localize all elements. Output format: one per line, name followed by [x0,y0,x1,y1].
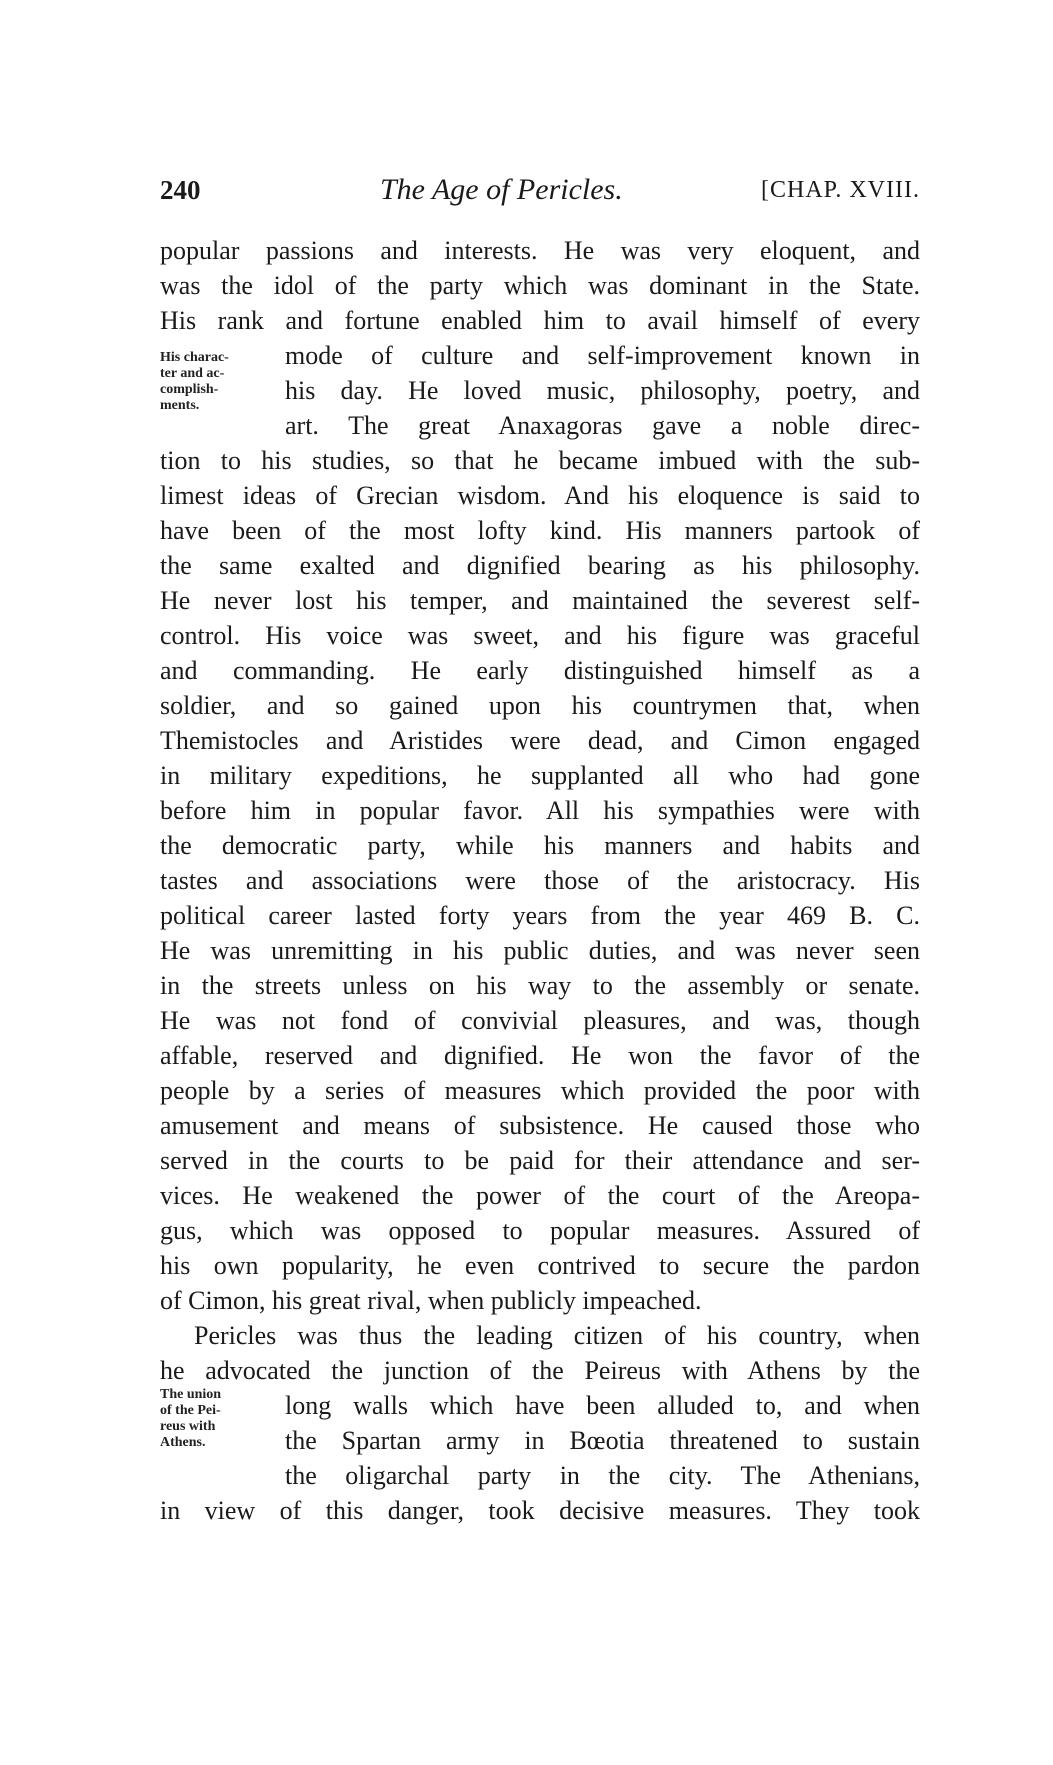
text-line: have been of the most lofty kind. His manners partook of [160,516,920,545]
page-header [160,175,920,215]
text-line: Themistocles and Aristides were dead, and Cimon engaged [160,726,920,755]
text-line: He never lost his temper, and maintained the severest self- [160,586,920,615]
text-line: served in the courts to be paid for their attendance and ser- [160,1146,920,1175]
text-line: He was unremitting in his public duties, and was never seen [160,936,920,965]
body-text [160,233,920,1528]
text-line: His rank and fortune enabled him to avail himself of every [160,306,920,335]
text-line: in view of this danger, took decisive measures. They took [160,1496,920,1525]
text-line: before him in popular favor. All his sympathies were with [160,796,920,825]
text-line: art. The great Anaxagoras gave a noble direc- [285,411,920,440]
margin-note-line: of the Pei- [160,1403,221,1418]
text-line: vices. He weakened the power of the court of the Areopa- [160,1181,920,1210]
text-line: amusement and means of subsistence. He caused those who [160,1111,920,1140]
running-title: The Age of Pericles. [380,173,623,206]
margin-note-line: ter and ac- [160,366,225,381]
text-line: Pericles was thus the leading citizen of his country, when [194,1321,920,1350]
text-line: He was not fond of convivial pleasures, and was, though [160,1006,920,1035]
margin-note-line: ments. [160,398,200,413]
margin-note-line: reus with [160,1419,216,1434]
text-line: he advocated the junction of the Peireus with Athens by the [160,1356,920,1385]
margin-note-line: complish- [160,382,219,397]
chapter-label: [CHAP. XVIII. [761,177,920,203]
text-line: popular passions and interests. He was very eloquent, and [160,236,920,265]
margin-note-line: Athens. [160,1435,206,1450]
page-number: 240 [160,175,201,205]
text-line: the Spartan army in Bœotia threatened to sustain [285,1426,920,1455]
text-line: mode of culture and self-improvement known in [285,341,920,370]
text-line: affable, reserved and dignified. He won the favor of the [160,1041,920,1070]
text-line: was the idol of the party which was dominant in the State. [160,271,920,300]
margin-note-line: His charac- [160,350,229,365]
text-line: his own popularity, he even contrived to secure the pardon [160,1251,920,1280]
text-line: his day. He loved music, philosophy, poetry, and [285,376,920,405]
margin-note-line: The union [160,1387,222,1402]
text-line: the democratic party, while his manners and habits and [160,831,920,860]
text-line: limest ideas of Grecian wisdom. And his eloquence is said to [160,481,920,510]
text-line: tastes and associations were those of the aristocracy. His [160,866,920,895]
text-line: tion to his studies, so that he became imbued with the sub- [160,446,920,475]
text-line: and commanding. He early distinguished himself as a [160,656,920,685]
text-line: of Cimon, his great rival, when publicly impeached. [160,1286,702,1315]
text-line: political career lasted forty years from the year 469 B. C. [160,901,920,930]
text-line: long walls which have been alluded to, and when [285,1391,920,1420]
text-line: in military expeditions, he supplanted all who had gone [160,761,920,790]
text-line: people by a series of measures which provided the poor with [160,1076,920,1105]
text-line: in the streets unless on his way to the assembly or senate. [160,971,920,1000]
text-line: gus, which was opposed to popular measures. Assured of [160,1216,920,1245]
text-line: control. His voice was sweet, and his figure was graceful [160,621,920,650]
text-line: the oligarchal party in the city. The Athenians, [285,1461,920,1490]
text-line: the same exalted and dignified bearing as his philosophy. [160,551,920,580]
text-line: soldier, and so gained upon his countrymen that, when [160,691,920,720]
